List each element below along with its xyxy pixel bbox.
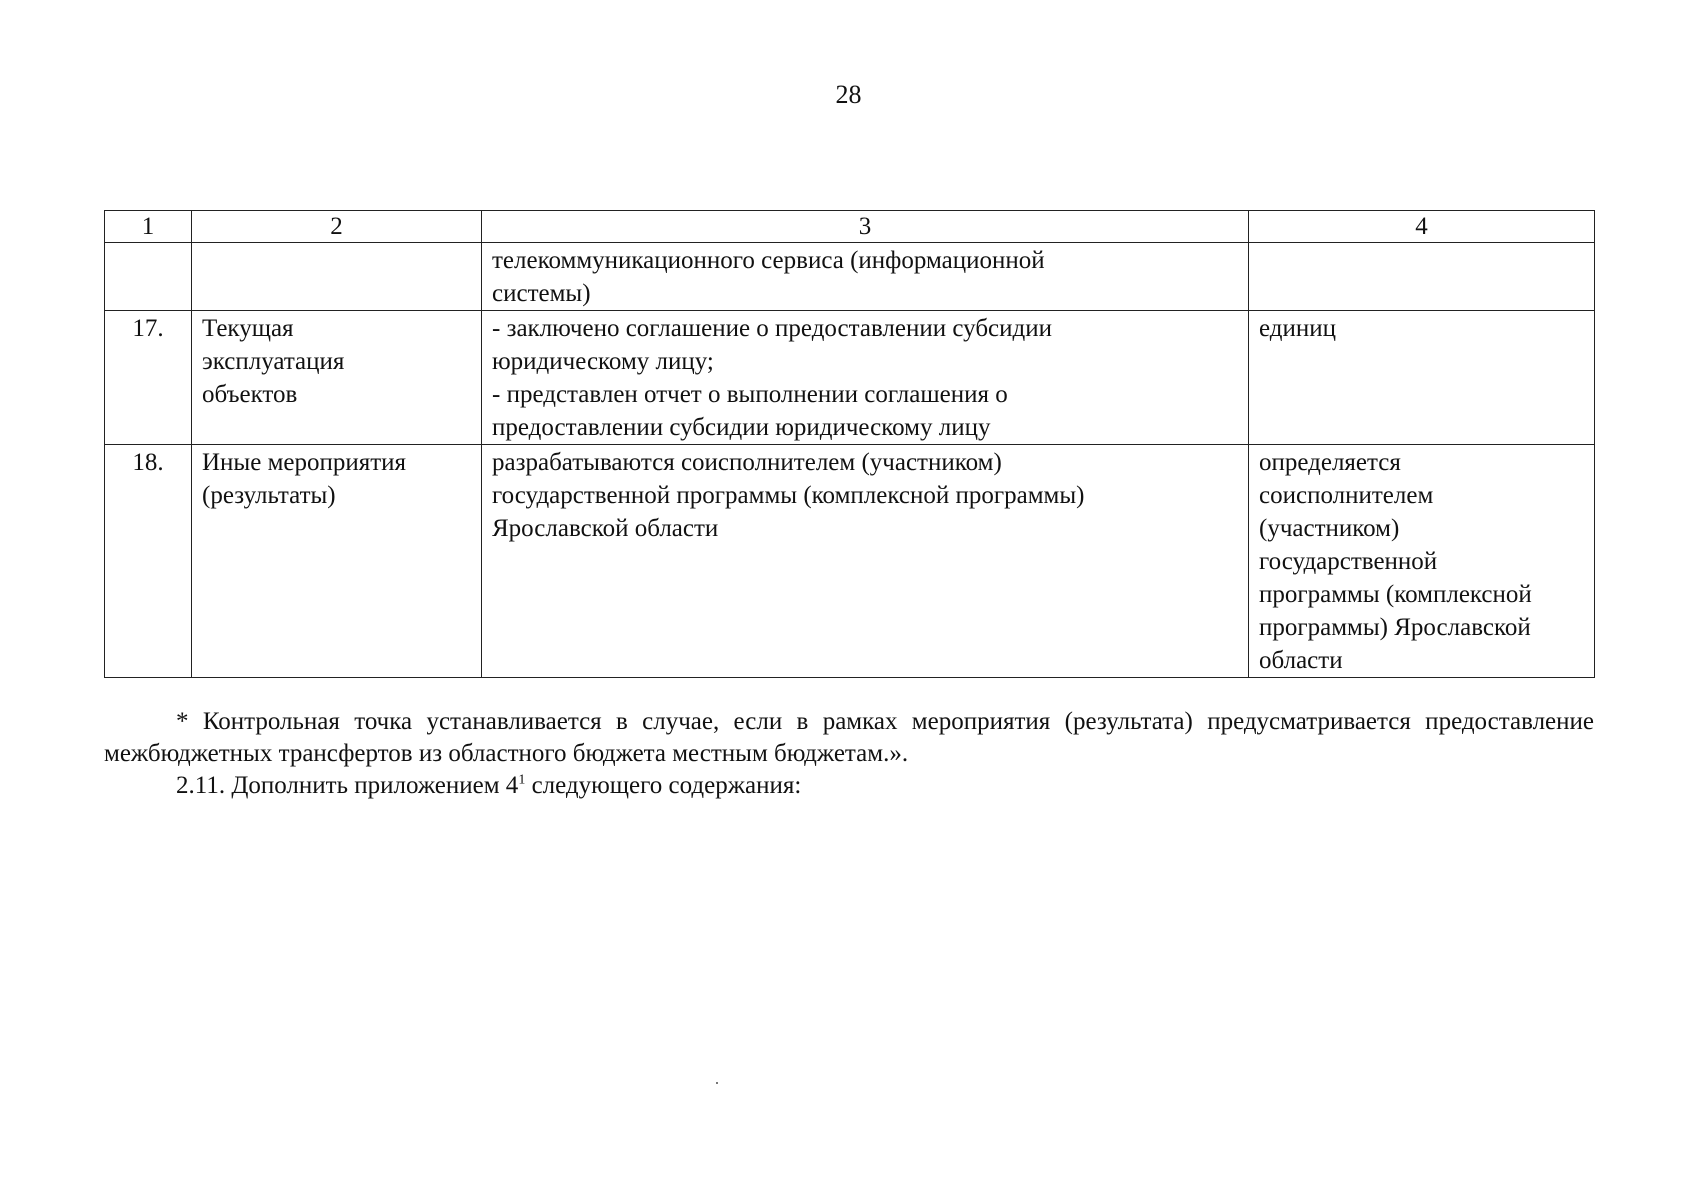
amendment-item-prefix: 2.11. Дополнить приложением 4 xyxy=(176,772,519,799)
measure-name xyxy=(192,445,482,678)
unit-line: соисполнителем xyxy=(1259,482,1434,509)
footnote-text: * Контрольная точка устанавливается в случае, если в рамках мероприятия (результата) предусматривается предоставление межбюджетных трансфертов из областного бюджета местным бюджетам.». xyxy=(104,708,1594,767)
measure-name xyxy=(192,311,482,445)
table-row xyxy=(105,243,1595,311)
amendment-item-suffix: следующего содержания: xyxy=(525,772,802,799)
footnote-block xyxy=(104,706,1594,802)
table-row xyxy=(105,445,1595,678)
description-line: государственной программы (комплексной программы) xyxy=(492,482,1085,509)
page-number: 28 xyxy=(835,80,862,109)
name-line: объектов xyxy=(202,381,298,408)
name-line: Текущая xyxy=(202,315,294,342)
measure-unit xyxy=(1249,445,1595,678)
measure-description xyxy=(482,243,1249,311)
amendment-item xyxy=(104,770,1594,802)
measure-description xyxy=(482,311,1249,445)
row-number: 18. xyxy=(105,445,192,678)
description-line: разрабатываются соисполнителем (участником) xyxy=(492,449,1002,476)
table-header-row xyxy=(105,211,1595,243)
unit-line: программы) Ярославской xyxy=(1259,614,1531,641)
measure-name xyxy=(192,243,482,311)
column-header: 1 xyxy=(105,211,192,243)
indicators-table xyxy=(104,210,1595,678)
description-line: - заключено соглашение о предоставлении субсидии xyxy=(492,315,1052,342)
measure-unit xyxy=(1249,311,1595,445)
description-line: юридическому лицу; xyxy=(492,348,714,375)
unit-line: единиц xyxy=(1259,315,1337,342)
name-line: эксплуатация xyxy=(202,348,345,375)
scan-speck xyxy=(716,1082,718,1084)
description-line: Ярославской области xyxy=(492,515,719,542)
column-header: 2 xyxy=(192,211,482,243)
unit-line: (участником) xyxy=(1259,515,1400,542)
name-line: (результаты) xyxy=(202,482,336,509)
row-number xyxy=(105,243,192,311)
measure-description xyxy=(482,445,1249,678)
amendment-item-superscript: 1 xyxy=(518,772,526,788)
description-line: системы) xyxy=(492,280,591,307)
column-header: 4 xyxy=(1249,211,1595,243)
row-number: 17. xyxy=(105,311,192,445)
description-line: телекоммуникационного сервиса (информационной xyxy=(492,247,1045,274)
description-line: - представлен отчет о выполнении соглашения о xyxy=(492,381,1008,408)
measure-unit xyxy=(1249,243,1595,311)
unit-line: государственной xyxy=(1259,548,1438,575)
column-header: 3 xyxy=(482,211,1249,243)
name-line: Иные мероприятия xyxy=(202,449,407,476)
unit-line: определяется xyxy=(1259,449,1401,476)
unit-line: программы (комплексной xyxy=(1259,581,1532,608)
description-line: предоставлении субсидии юридическому лицу xyxy=(492,414,991,441)
unit-line: области xyxy=(1259,647,1343,674)
table-row xyxy=(105,311,1595,445)
